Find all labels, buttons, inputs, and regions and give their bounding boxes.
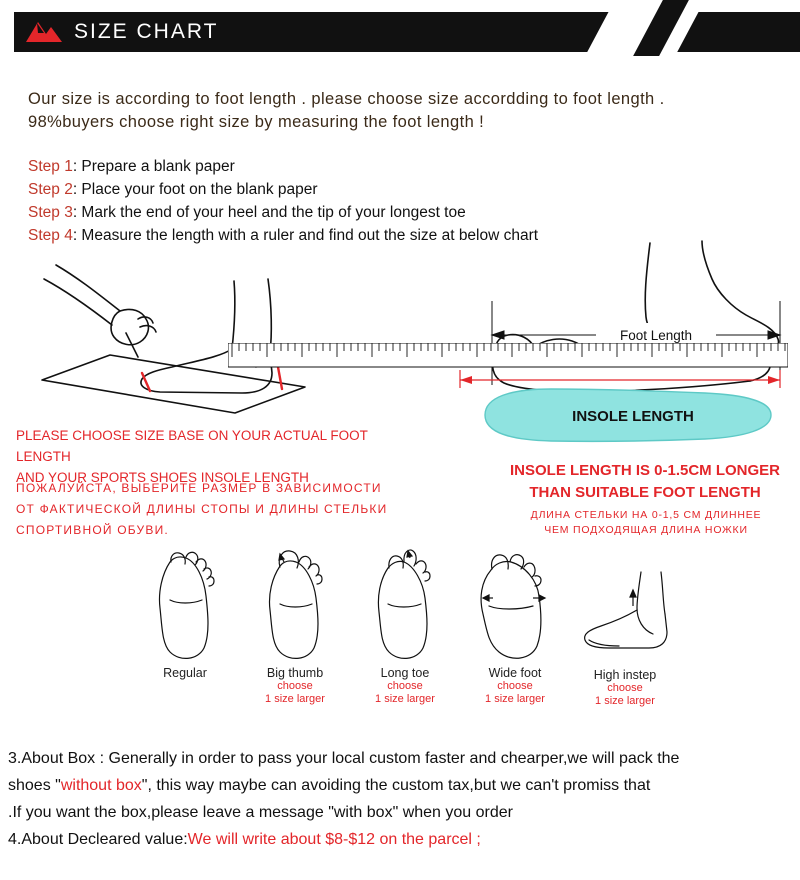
step-text: : Mark the end of your heel and the tip of your longest toe — [72, 204, 466, 221]
foot-type-sub2: 1 size larger — [265, 693, 325, 705]
note-right-ru-line-2: ЧЕМ ПОДХОДЯЩАЯ ДЛИНА НОЖКИ — [544, 524, 748, 536]
foot-type-sub2: 1 size larger — [485, 693, 545, 705]
tracing-foot-illustration — [20, 245, 400, 425]
foot-length-label: Foot Length — [619, 328, 693, 343]
foot-sole-icon — [467, 548, 563, 666]
note-right-english — [500, 460, 790, 504]
foot-type-sub1: choose — [607, 682, 643, 694]
step-item — [28, 178, 768, 201]
intro-paragraph — [28, 88, 778, 134]
foot-type-name: Big thumb — [266, 666, 324, 680]
note-left-ru-line-2: ОТ ФАКТИЧЕСКОЙ ДЛИНЫ СТОПЫ И ДЛИНЫ СТЕЛЬКИ — [16, 502, 388, 516]
bottom-line-2-part-a: shoes " — [8, 777, 61, 794]
step-text: : Prepare a blank paper — [72, 158, 235, 175]
mountain-logo-icon — [24, 20, 64, 46]
bottom-line-4-part-a: 4.About Decleared value: — [8, 831, 188, 848]
bottom-line-2 — [8, 772, 798, 799]
bottom-notes — [8, 745, 798, 853]
bottom-line-1: 3.About Box : Generally in order to pass your local custom faster and chearper,we will pack the — [8, 750, 680, 767]
note-left-ru-line-3: СПОРТИВНОЙ ОБУВИ. — [16, 523, 169, 537]
note-right-en-line-1: INSOLE LENGTH IS 0-1.5CM LONGER — [509, 462, 781, 479]
step-text: : Measure the length with a ruler and find out the size at below chart — [72, 227, 539, 244]
note-right-en-line-2: THAN SUITABLE FOOT LENGTH — [529, 484, 761, 501]
bottom-line-2-highlight: without box — [60, 777, 142, 794]
intro-line-1: Our size is according to foot length . please choose size accordding to foot length . — [28, 90, 665, 108]
note-right-russian — [498, 508, 794, 538]
foot-type-name: High instep — [593, 668, 657, 682]
intro-line-2: 98%buyers choose right size by measuring the foot length ! — [28, 113, 485, 131]
bottom-line-2-part-b: ", this way maybe can avoiding the custom tax,but we can't promiss that — [141, 777, 651, 794]
foot-type-sub2: 1 size larger — [375, 693, 435, 705]
foot-type-sub1: choose — [277, 680, 313, 692]
foot-type-sub1: choose — [387, 680, 423, 692]
step-item — [28, 201, 768, 224]
step-item — [28, 155, 768, 178]
foot-side-icon — [575, 568, 675, 668]
step-key: Step 2 — [28, 181, 73, 198]
step-key: Step 3 — [28, 204, 73, 221]
note-right-ru-line-1: ДЛИНА СТЕЛЬКИ НА 0-1,5 СМ ДЛИННЕЕ — [530, 509, 762, 521]
insole-illustration — [455, 385, 785, 445]
foot-type-regular — [130, 548, 240, 680]
foot-sole-icon — [140, 548, 230, 666]
foot-type-name: Long toe — [380, 666, 430, 680]
insole-length-label: INSOLE LENGTH — [572, 408, 694, 425]
note-left-en-line-2: AND YOUR SPORTS SHOES INSOLE LENGTH — [16, 470, 309, 485]
foot-sole-icon — [250, 548, 340, 666]
foot-type-sub2: 1 size larger — [595, 695, 655, 707]
note-left-ru-line-1: ПОЖАЛУЙСТА, ВЫБЕРИТЕ РАЗМЕР В ЗАВИСИМОСТИ — [16, 481, 382, 495]
foot-type-sub1: choose — [497, 680, 533, 692]
step-key: Step 4 — [28, 227, 73, 244]
page-title: SIZE CHART — [74, 20, 219, 43]
step-text: : Place your foot on the blank paper — [72, 181, 318, 198]
foot-type-high-instep — [570, 568, 680, 708]
note-left-en-line-1: PLEASE CHOOSE SIZE BASE ON YOUR ACTUAL FOOT LENGTH — [16, 428, 368, 464]
bottom-line-3: .If you want the box,please leave a message "with box" when you order — [8, 804, 513, 821]
step-key: Step 1 — [28, 158, 73, 175]
foot-type-name: Wide foot — [488, 666, 542, 680]
steps-list — [28, 155, 768, 247]
foot-sole-icon — [360, 548, 450, 666]
foot-types-row — [130, 548, 690, 728]
foot-type-big-thumb — [240, 548, 350, 706]
header-bar — [0, 0, 800, 56]
insole-dimension-arrows — [450, 366, 790, 392]
bottom-line-4 — [8, 826, 798, 853]
foot-type-wide-foot — [460, 548, 570, 706]
foot-type-name: Regular — [163, 666, 207, 680]
foot-type-long-toe — [350, 548, 460, 706]
bottom-line-4-highlight: We will write about $8-$12 on the parcel ; — [187, 831, 481, 848]
note-left-russian — [16, 478, 436, 541]
